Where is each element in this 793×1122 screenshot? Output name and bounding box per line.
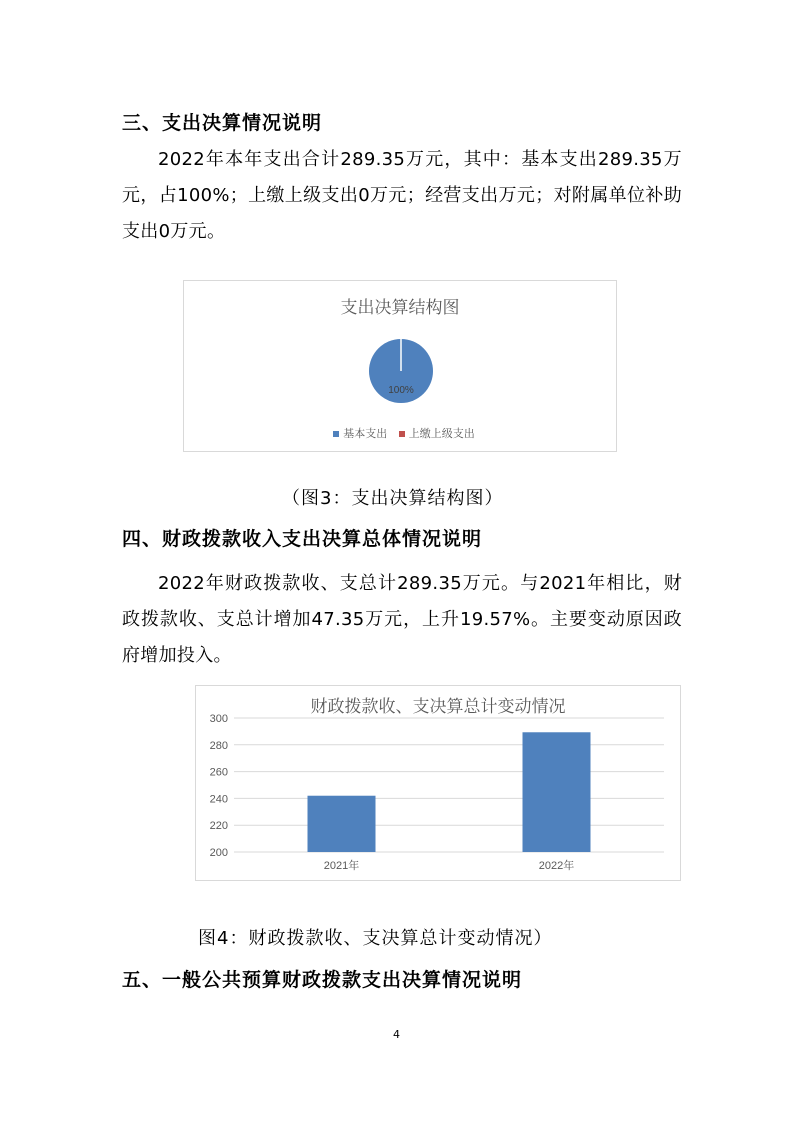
section-4-text: 2022年财政拨款收、支总计289.35万元。与2021年相比，财政拨款收、支总计增加47.35万元，上升19.57%。主要变动原因政府增加投入。: [122, 573, 682, 666]
x-tick-label: 2022年: [538, 860, 575, 872]
section-4-heading: 四、财政拨款收入支出决算总体情况说明: [122, 528, 483, 550]
legend-label-remit: 上缴上级支出: [408, 427, 475, 440]
pie-chart: [183, 280, 617, 452]
figure-4-caption: 图4：财政拨款收、支决算总计变动情况）: [198, 928, 553, 949]
pie-chart-title: 支出决算结构图: [340, 298, 460, 318]
y-tick-label: 280: [209, 739, 228, 752]
page-number: 4: [393, 1028, 400, 1041]
legend-swatch-remit: [399, 431, 405, 437]
y-tick-label: 220: [209, 820, 228, 833]
pie-chart-svg: [184, 281, 616, 421]
bar-0: [308, 796, 376, 852]
legend-label-basic: 基本支出: [343, 427, 388, 440]
pie-legend: [184, 425, 616, 441]
section-4-paragraph: [122, 566, 682, 674]
bar-1: [523, 732, 591, 852]
y-tick-label: 300: [209, 713, 228, 725]
section-3-heading: 三、支出决算情况说明: [122, 112, 323, 134]
x-tick-label: 2021年: [323, 860, 360, 872]
figure-3-caption: （图3：支出决算结构图）: [282, 488, 504, 509]
y-tick-label: 240: [209, 793, 228, 806]
legend-swatch-basic: [333, 431, 339, 437]
y-tick-label: 200: [209, 847, 228, 859]
section-3-paragraph: [122, 142, 682, 250]
bar-chart-title: 财政拨款收、支决算总计变动情况: [310, 697, 566, 717]
pie-data-label: 100%: [388, 385, 414, 396]
section-5-heading: 五、一般公共预算财政拨款支出决算情况说明: [122, 969, 523, 991]
section-3-text: 2022年本年支出合计289.35万元，其中：基本支出289.35万元，占100%；上缴上级支出0万元；经营支出万元；对附属单位补助支出0万元。: [122, 149, 682, 242]
y-tick-label: 260: [209, 766, 228, 779]
bar-chart: [195, 685, 681, 881]
